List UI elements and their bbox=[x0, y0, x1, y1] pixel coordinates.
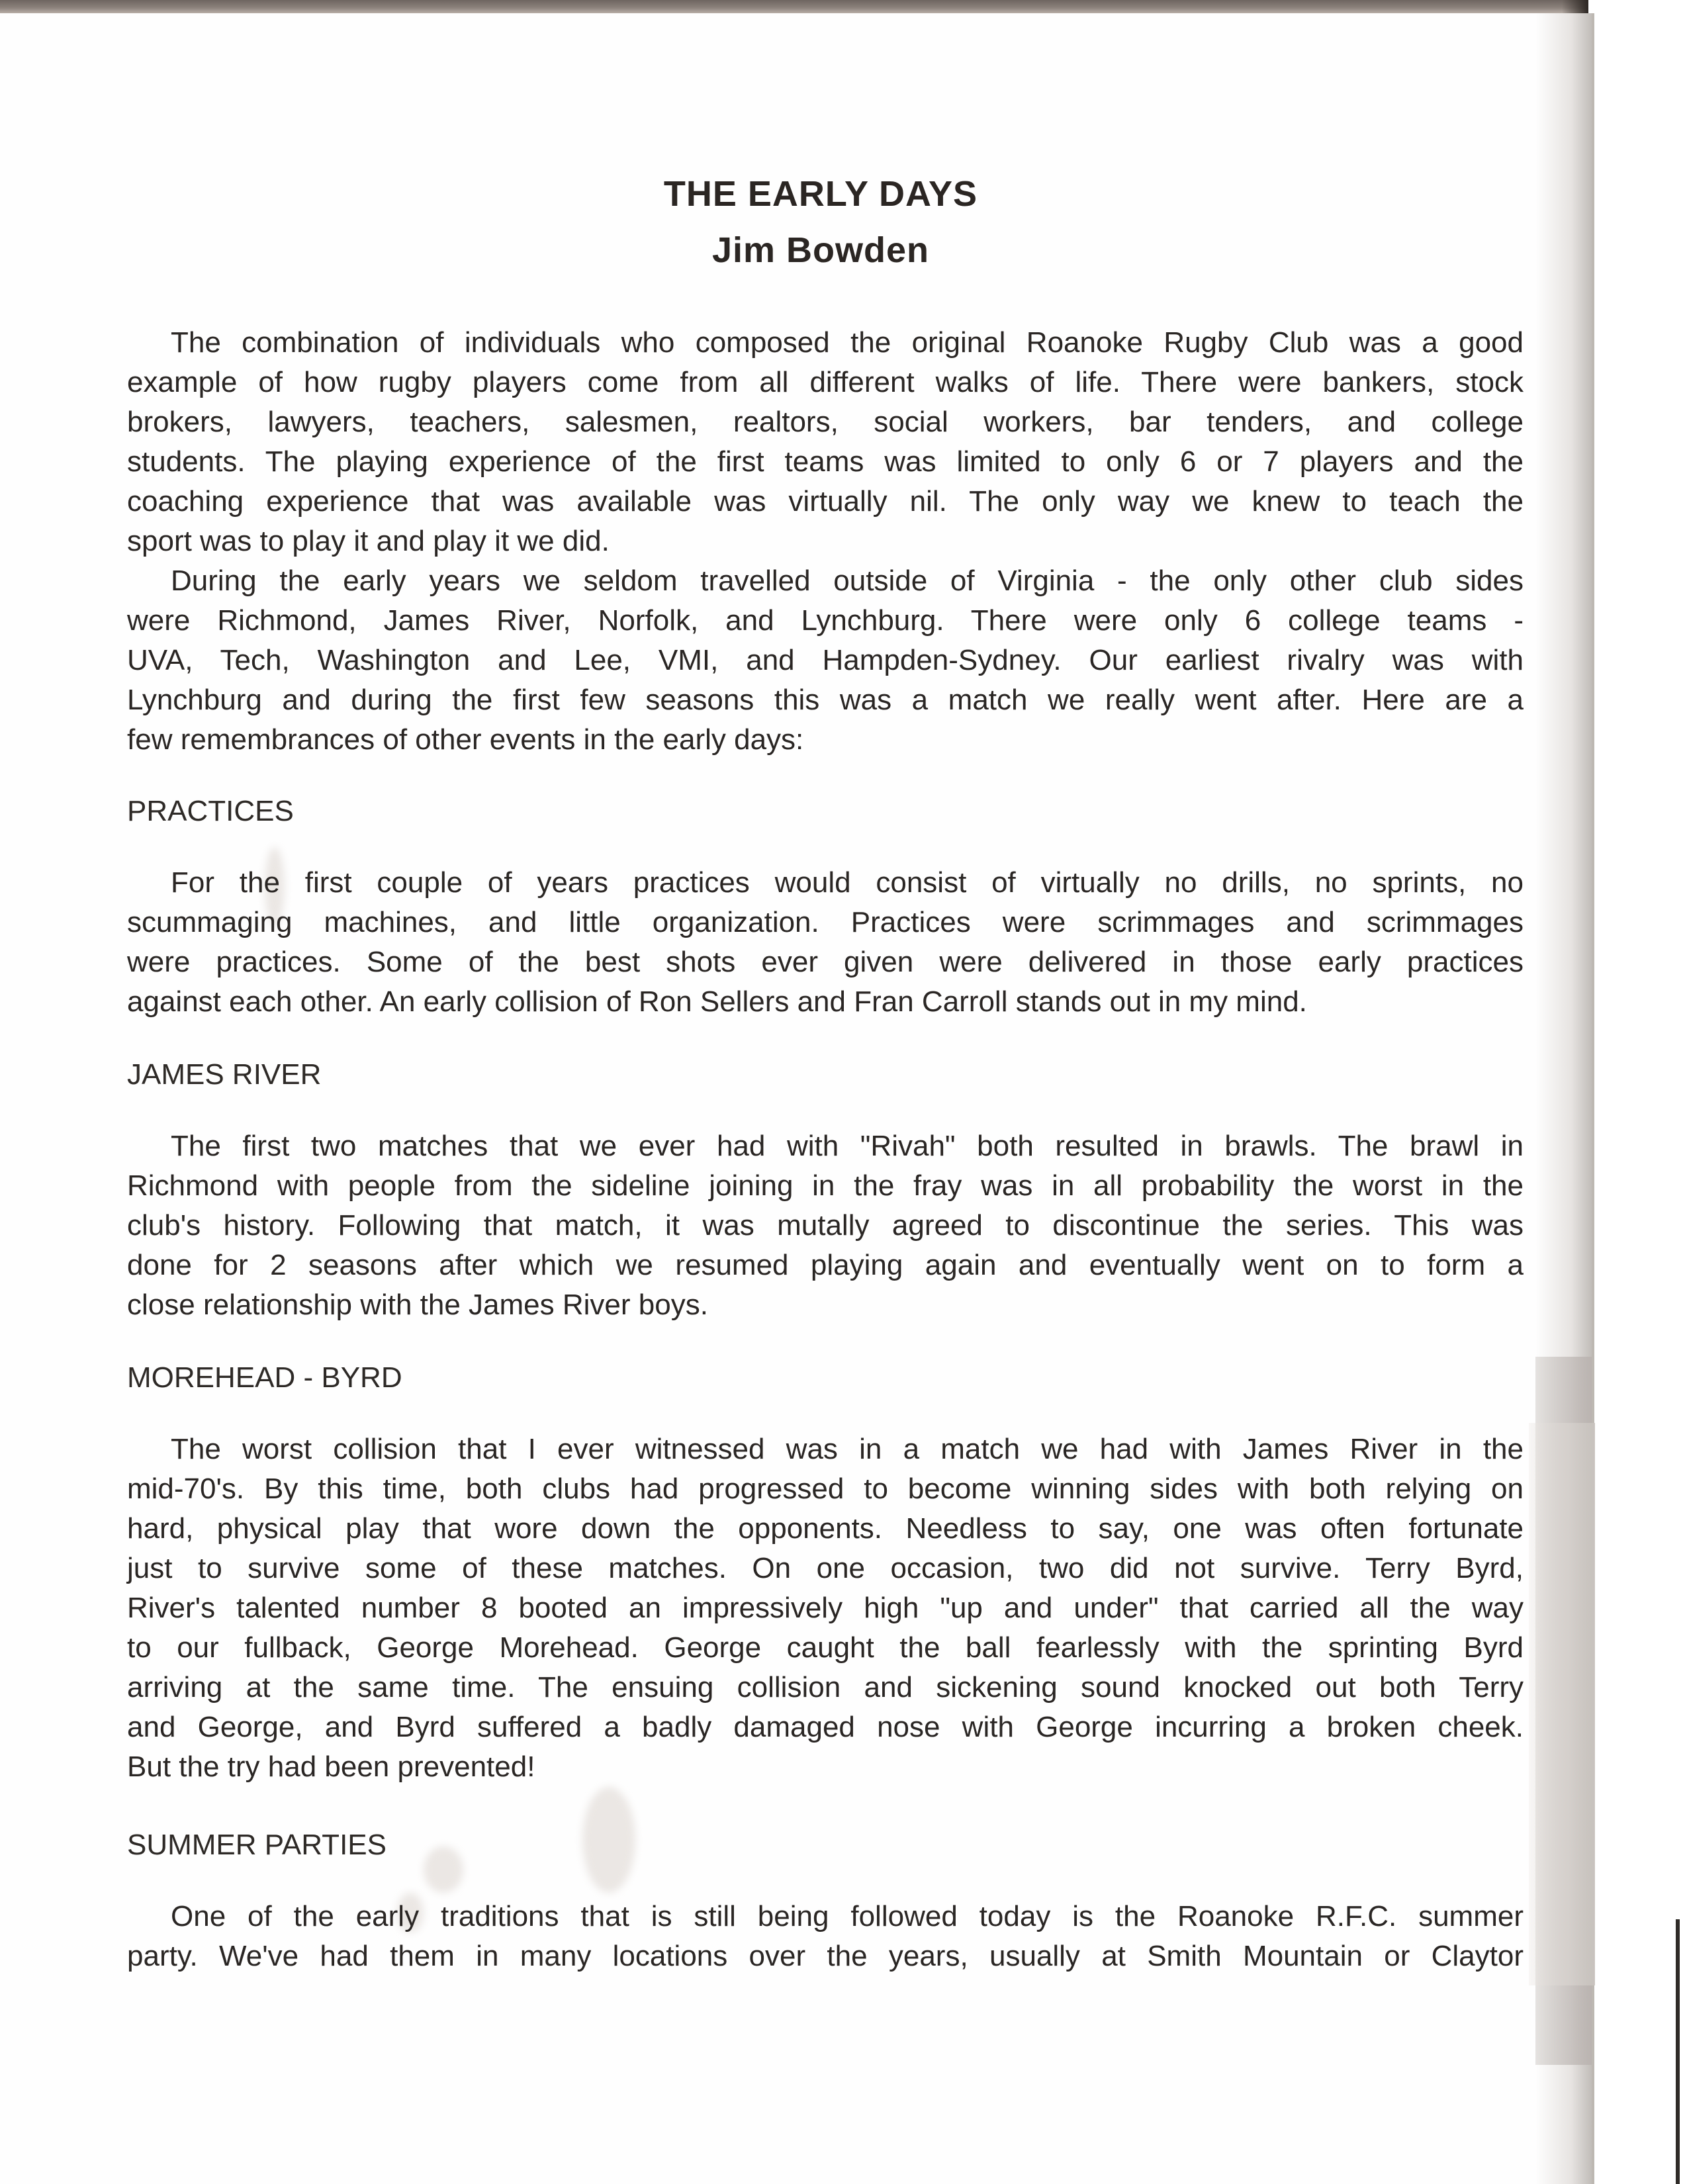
text-line: The combination of individuals who composed the original Roanoke Rugby Club was a good bbox=[171, 326, 1524, 359]
text-line: scummaging machines, and little organization. Practices were scrimmages and scrimmages bbox=[127, 906, 1524, 938]
text-line: During the early years we seldom travelled outside of Virginia - the only other club sides bbox=[171, 565, 1524, 597]
text-line: Lynchburg and during the first few seasons this was a match we really went after. Here are a bbox=[127, 684, 1524, 716]
text-line: to our fullback, George Morehead. George caught the ball fearlessly with the sprinting Byrd bbox=[127, 1631, 1524, 1664]
text-line: mid-70's. By this time, both clubs had progressed to become winning sides with both relying on bbox=[127, 1473, 1524, 1505]
text-line: party. We've had them in many locations over the years, usually at Smith Mountain or Claytor bbox=[127, 1940, 1524, 1972]
text-line: River's talented number 8 booted an impressively high "up and under" that carried all the way bbox=[127, 1592, 1524, 1624]
text-line: But the try had been prevented! bbox=[127, 1751, 535, 1783]
text-line: students. The playing experience of the first teams was limited to only 6 or 7 players and the bbox=[127, 445, 1524, 478]
text-line: were Richmond, James River, Norfolk, and Lynchburg. There were only 6 college teams - bbox=[127, 604, 1524, 637]
text-line: coaching experience that was available was virtually nil. The only way we knew to teach the bbox=[127, 485, 1524, 518]
scan-top-edge bbox=[0, 0, 1588, 13]
text-line: brokers, lawyers, teachers, salesmen, realtors, social workers, bar tenders, and college bbox=[127, 406, 1524, 438]
text-line: Richmond with people from the sideline joining in the fray was in all probability the worst in the bbox=[127, 1169, 1524, 1202]
text-line: hard, physical play that wore down the opponents. Needless to say, one was often fortunate bbox=[127, 1512, 1524, 1545]
text-line: done for 2 seasons after which we resumed playing again and eventually went on to form a bbox=[127, 1249, 1524, 1281]
scanner-background bbox=[1594, 0, 1687, 2184]
section-heading-practices: PRACTICES bbox=[127, 795, 294, 827]
text-line: were practices. Some of the best shots ever given were delivered in those early practices bbox=[127, 946, 1524, 978]
text-line: sport was to play it and play it we did. bbox=[127, 525, 610, 557]
text-line: against each other. An early collision of Ron Sellers and Fran Carroll stands out in my mind. bbox=[127, 985, 1307, 1018]
text-line: and George, and Byrd suffered a badly damaged nose with George incurring a broken cheek. bbox=[127, 1711, 1524, 1743]
page-title: THE EARLY DAYS bbox=[663, 174, 978, 214]
text-line: arriving at the same time. The ensuing collision and sickening sound knocked out both Terry bbox=[127, 1671, 1524, 1704]
text-line: close relationship with the James River boys. bbox=[127, 1289, 708, 1321]
section-heading-james-river: JAMES RIVER bbox=[127, 1058, 322, 1091]
text-line: example of how rugby players come from all different walks of life. There were bankers, stock bbox=[127, 366, 1524, 398]
scan-fade-overlay bbox=[1529, 1423, 1595, 1985]
text-line: For the first couple of years practices would consist of virtually no drills, no sprints, no bbox=[171, 866, 1524, 899]
section-heading-morehead-byrd: MOREHEAD - BYRD bbox=[127, 1361, 402, 1394]
page-stain bbox=[424, 1846, 463, 1893]
text-line: just to survive some of these matches. On one occasion, two did not survive. Terry Byrd, bbox=[127, 1552, 1524, 1584]
text-line: few remembrances of other events in the early days: bbox=[127, 723, 804, 756]
text-line: club's history. Following that match, it was mutally agreed to discontinue the series. This was bbox=[127, 1209, 1524, 1242]
text-line: The worst collision that I ever witnessed was in a match we had with James River in the bbox=[171, 1433, 1524, 1465]
section-heading-summer-parties: SUMMER PARTIES bbox=[127, 1829, 387, 1861]
page-edge-lower bbox=[1676, 1919, 1680, 2184]
page-stain bbox=[582, 1787, 635, 1893]
text-line: UVA, Tech, Washington and Lee, VMI, and Hampden-Sydney. Our earliest rivalry was with bbox=[127, 644, 1524, 676]
author-name: Jim Bowden bbox=[711, 230, 930, 270]
text-line: One of the early traditions that is still being followed today is the Roanoke R.F.C. summer bbox=[171, 1900, 1524, 1933]
text-line: The first two matches that we ever had with "Rivah" both resulted in brawls. The brawl in bbox=[171, 1130, 1524, 1162]
